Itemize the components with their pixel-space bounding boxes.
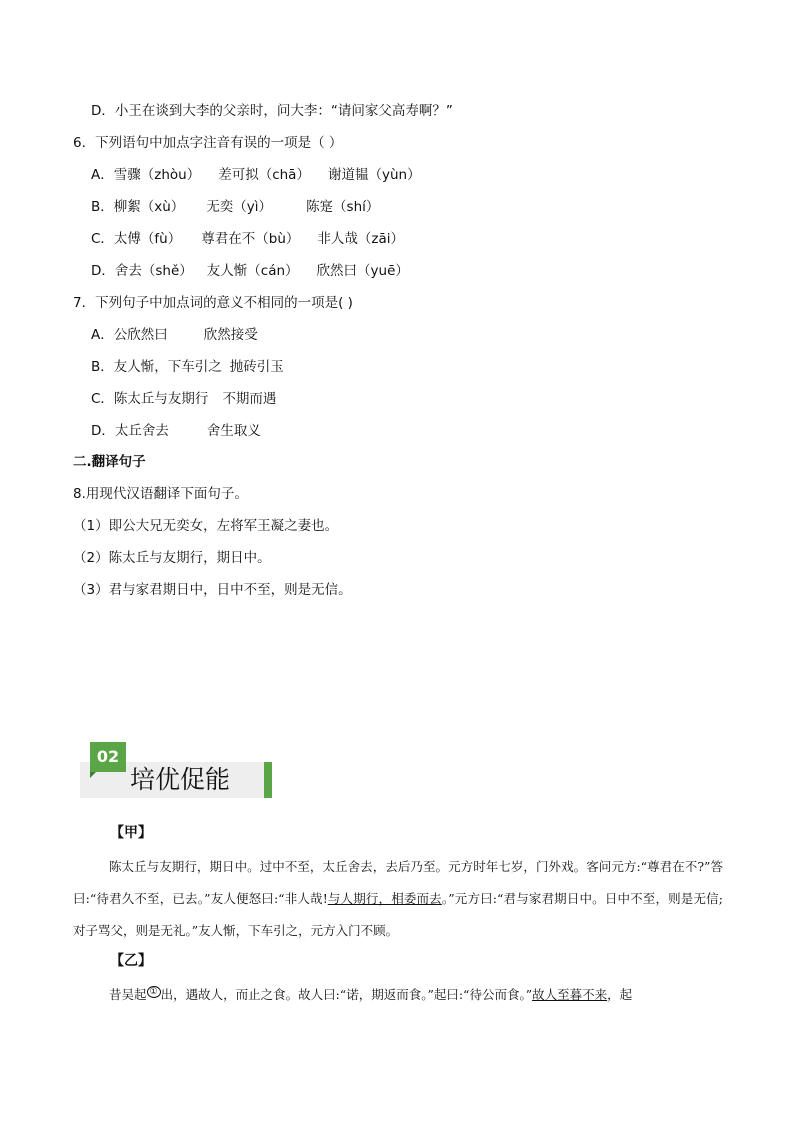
q6-option-a bbox=[91, 165, 421, 185]
passage-yi-text-2: 出，遇故人，而止之食。故人曰:“诺，期返而食。”起曰:“待公而食。” bbox=[160, 987, 533, 1002]
q8-sentence-1: （1）即公大兄无奕女，左将军王凝之妻也。 bbox=[73, 518, 339, 534]
q7-option-c bbox=[91, 389, 276, 409]
q6-b-1: B．柳絮（xù） bbox=[91, 199, 185, 215]
passage-jia-text-2: 。”元方曰:“君与家君期日中。日中不至，则是无信;对子骂父，则是无礼。”友人惭，下车引之，元方入门不顾。 bbox=[73, 891, 723, 938]
q6-option-d bbox=[91, 261, 409, 281]
q6-c-2: 尊君在不（bù） bbox=[201, 231, 300, 247]
q7-c-1: C．陈太丘与友期行 bbox=[91, 391, 209, 407]
passage-yi-underlined: 故人至暮不来 bbox=[532, 987, 608, 1002]
q7-a-1: A．公欣然曰 bbox=[91, 327, 168, 343]
q6-a-3: 谢道韫（yùn） bbox=[327, 167, 421, 183]
passage-jia bbox=[73, 851, 723, 947]
q7-b-2: 抛砖引玉 bbox=[229, 359, 284, 375]
q6-option-b bbox=[91, 197, 379, 217]
q6-b-2: 无奕（yì） bbox=[206, 199, 273, 215]
passage-jia-underlined: 与人期行，相委而去 bbox=[327, 891, 442, 906]
banner-accent-bar bbox=[264, 762, 272, 798]
q5-option-d: D．小王在谈到大李的父亲时，问大李：“请问家父高寿啊？” bbox=[91, 103, 453, 119]
passage-yi bbox=[73, 979, 723, 1011]
footnote-marker[interactable]: ① bbox=[147, 986, 161, 998]
q7-d-2: 舍生取义 bbox=[206, 423, 261, 439]
q7-c-2: 不期而遇 bbox=[222, 391, 277, 407]
q6-d-2: 友人惭（cán） bbox=[206, 263, 299, 279]
q7-d-1: D．太丘舍去 bbox=[91, 423, 169, 439]
q6-option-c bbox=[91, 229, 404, 249]
badge-fold bbox=[90, 772, 96, 778]
passage-yi-text-1: 昔吴起 bbox=[109, 987, 147, 1002]
section-title-translation: 二.翻译句子 bbox=[73, 454, 146, 470]
q8-stem: 8.用现代汉语翻译下面句子。 bbox=[73, 486, 248, 502]
q6-b-3: 陈寔（shí） bbox=[306, 199, 380, 215]
q7-option-d bbox=[91, 421, 261, 441]
section-number-badge: 02 bbox=[90, 742, 126, 772]
q6-a-2: 差可拟（chā） bbox=[218, 167, 310, 183]
passage-yi-label: 【乙】 bbox=[110, 953, 152, 969]
q7-option-b bbox=[91, 357, 284, 377]
passage-yi-text-3: ，起 bbox=[607, 987, 633, 1002]
q6-d-1: D．舍去（shě） bbox=[91, 263, 193, 279]
q6-d-3: 欣然曰（yuē） bbox=[316, 263, 409, 279]
q7-b-1: B．友人惭，下车引之 bbox=[91, 359, 222, 375]
q7-option-a bbox=[91, 325, 258, 345]
banner-title: 培优促能 bbox=[130, 765, 231, 794]
q7-stem: 7．下列句子中加点词的意义不相同的一项是( ) bbox=[73, 295, 353, 311]
section-banner bbox=[80, 742, 275, 800]
q6-c-1: C．太傅（fù） bbox=[91, 231, 182, 247]
q7-a-2: 欣然接受 bbox=[203, 327, 258, 343]
q8-sentence-3: （3）君与家君期日中，日中不至，则是无信。 bbox=[73, 582, 352, 598]
passage-jia-text-1: 陈太丘与友期行，期日中。过中不至，太丘舍去，去后乃至。元方时年七岁，门外戏。客问元方:“尊君在不?”答曰:“待君久不至，已去。”友人便怒曰:“非人哉! bbox=[73, 859, 723, 906]
q8-sentence-2: （2）陈太丘与友期行，期日中。 bbox=[73, 550, 271, 566]
q6-stem: 6．下列语句中加点字注音有误的一项是（ ） bbox=[73, 135, 343, 151]
q6-c-3: 非人哉（zāi） bbox=[317, 231, 405, 247]
q6-a-1: A．雪骤（zhòu） bbox=[91, 167, 201, 183]
passage-jia-label: 【甲】 bbox=[110, 825, 152, 841]
